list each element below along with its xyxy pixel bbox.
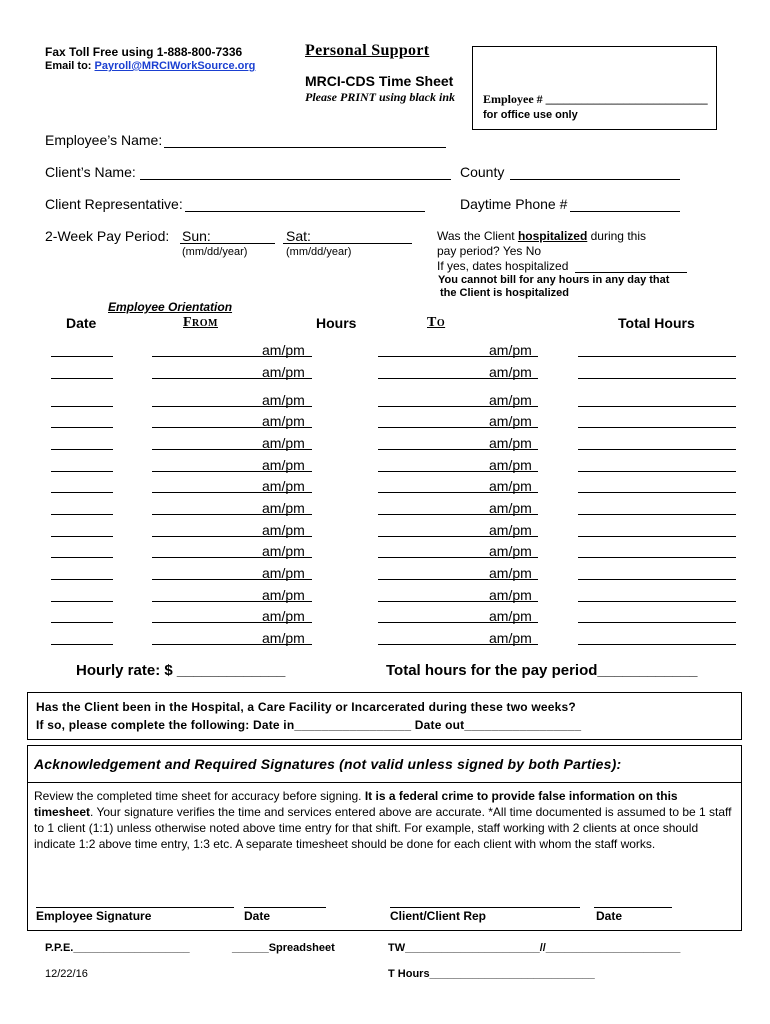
- date-field[interactable]: [51, 622, 113, 623]
- ack-divider: [28, 782, 741, 783]
- from-ampm: am/pm: [262, 342, 305, 358]
- county-field[interactable]: [510, 179, 680, 180]
- client-rep-field[interactable]: [185, 211, 425, 212]
- from-ampm: am/pm: [262, 478, 305, 494]
- client-rep-sign-label: Client/Client Rep: [390, 909, 487, 923]
- ack-heading: Acknowledgement and Required Signatures (not valid unless signed by both Parties):: [34, 756, 622, 772]
- spreadsheet-field[interactable]: ______Spreadsheet: [232, 942, 335, 954]
- pay-period-label: 2-Week Pay Period:: [45, 228, 170, 244]
- employee-orientation-label: Employee Orientation: [108, 300, 233, 314]
- to-ampm: am/pm: [489, 587, 532, 603]
- to-ampm: am/pm: [489, 500, 532, 516]
- from-ampm: am/pm: [262, 500, 305, 516]
- client-date-label: Date: [596, 909, 623, 923]
- to-ampm: am/pm: [489, 565, 532, 581]
- total-hours-field[interactable]: [578, 536, 736, 537]
- col-to: To: [427, 315, 446, 330]
- sun-label: Sun:: [182, 228, 211, 244]
- from-ampm: am/pm: [262, 522, 305, 538]
- to-ampm: am/pm: [489, 522, 532, 538]
- from-ampm: am/pm: [262, 608, 305, 624]
- total-hours-field[interactable]: [578, 427, 736, 428]
- hospital-dates[interactable]: If so, please complete the following: Date in_________________ Date out_________________: [36, 718, 582, 732]
- client-signature-line[interactable]: [390, 907, 580, 908]
- to-ampm: am/pm: [489, 342, 532, 358]
- email-label: Email to:: [45, 60, 92, 72]
- from-ampm: am/pm: [262, 392, 305, 408]
- from-ampm: am/pm: [262, 457, 305, 473]
- total-hours-field[interactable]: [578, 601, 736, 602]
- total-hours-field[interactable]: [578, 406, 736, 407]
- hourly-rate[interactable]: Hourly rate: $ _____________: [76, 662, 286, 679]
- to-ampm: am/pm: [489, 457, 532, 473]
- total-hours-field[interactable]: [578, 622, 736, 623]
- to-ampm: am/pm: [489, 608, 532, 624]
- employee-name-field[interactable]: [164, 147, 446, 148]
- employee-signature-line[interactable]: [36, 907, 234, 908]
- hospital-question: Has the Client been in the Hospital, a Care Facility or Incarcerated during these two weeks?: [36, 700, 576, 714]
- total-hours-field[interactable]: [578, 514, 736, 515]
- hosp-q-part2: during this: [590, 229, 646, 243]
- total-hours-field[interactable]: [578, 356, 736, 357]
- hosp-yes-no[interactable]: pay period? Yes No: [437, 244, 542, 258]
- total-hours-field[interactable]: [578, 471, 736, 472]
- to-ampm: am/pm: [489, 364, 532, 380]
- client-date-line[interactable]: [594, 907, 672, 908]
- daytime-phone-label: Daytime Phone #: [460, 196, 568, 212]
- hospital-box: [27, 692, 742, 740]
- ack-p1-a: Review the completed time sheet for accuracy before signing.: [34, 789, 362, 803]
- total-hours-pay-period[interactable]: Total hours for the pay period____________: [386, 662, 698, 679]
- date-field[interactable]: [51, 356, 113, 357]
- date-field[interactable]: [51, 449, 113, 450]
- date-field[interactable]: [51, 579, 113, 580]
- form-title: Personal Support: [305, 42, 430, 59]
- email-line: [45, 60, 255, 72]
- total-hours-field[interactable]: [578, 449, 736, 450]
- sat-label: Sat:: [286, 228, 311, 244]
- date-field[interactable]: [51, 406, 113, 407]
- tw-field[interactable]: TW______________________//______________________: [388, 942, 681, 954]
- date-field[interactable]: [51, 471, 113, 472]
- to-ampm: am/pm: [489, 478, 532, 494]
- from-ampm: am/pm: [262, 630, 305, 646]
- ack-p1-c: . Your signature verifies the time and services entered above are accurate. *All time documented is assumed to be 1 staff to 1 client (1:1) unless otherwise noted above time entry for that shift. For example, staff working with 2 clients at once should indicate 1:2 above time entry, 1:3 etc. A separate timesheet should be done for each client with whom the staff works.: [34, 805, 732, 851]
- t-hours-field[interactable]: T Hours___________________________: [388, 968, 595, 980]
- col-total-hours: Total Hours: [618, 315, 695, 331]
- ack-paragraph: [34, 788, 734, 852]
- sat-date-field[interactable]: [283, 243, 412, 244]
- fax-line: Fax Toll Free using 1-888-800-7336: [45, 45, 243, 59]
- date-field[interactable]: [51, 492, 113, 493]
- date-field[interactable]: [51, 514, 113, 515]
- daytime-phone-field[interactable]: [570, 211, 680, 212]
- to-ampm: am/pm: [489, 413, 532, 429]
- hosp-q-keyword: hospitalized: [517, 229, 588, 243]
- date-field[interactable]: [51, 601, 113, 602]
- form-subtitle: MRCI-CDS Time Sheet: [305, 73, 454, 89]
- from-ampm: am/pm: [262, 435, 305, 451]
- total-hours-field[interactable]: [578, 557, 736, 558]
- hospitalized-question: [437, 229, 646, 243]
- to-ampm: am/pm: [489, 392, 532, 408]
- hosp-warning-2: the Client is hospitalized: [440, 287, 569, 299]
- total-hours-field[interactable]: [578, 644, 736, 645]
- ack-p1-b: It is a federal crime to provide false information on this timesheet: [34, 789, 678, 819]
- from-ampm: am/pm: [262, 413, 305, 429]
- acknowledgement-box: [27, 745, 742, 931]
- client-rep-label: Client Representative:: [45, 196, 183, 212]
- to-ampm: am/pm: [489, 435, 532, 451]
- county-label: County: [460, 164, 505, 180]
- client-name-label: Client’s Name:: [45, 164, 136, 180]
- hosp-dates-label: If yes, dates hospitalized: [437, 259, 569, 273]
- date-field[interactable]: [51, 557, 113, 558]
- employee-name-label: Employee’s Name:: [45, 132, 163, 148]
- from-ampm: am/pm: [262, 364, 305, 380]
- date-field[interactable]: [51, 536, 113, 537]
- version-date: 12/22/16: [45, 968, 88, 980]
- total-hours-field[interactable]: [578, 378, 736, 379]
- col-hours: Hours: [316, 315, 357, 331]
- sat-date-format: (mm/dd/year): [286, 246, 352, 258]
- date-field[interactable]: [51, 644, 113, 645]
- hosp-q-part1: Was the Client: [437, 229, 515, 243]
- client-name-field[interactable]: [140, 179, 451, 180]
- col-from: From: [183, 315, 218, 330]
- employee-signature-label: Employee Signature: [36, 909, 152, 923]
- to-ampm: am/pm: [489, 630, 532, 646]
- office-use-box: [472, 46, 717, 130]
- sun-date-field[interactable]: [180, 243, 275, 244]
- employee-date-label: Date: [244, 909, 271, 923]
- ppe-field[interactable]: P.P.E.___________________: [45, 942, 190, 954]
- employee-number-label[interactable]: Employee # ___________________________: [483, 92, 708, 106]
- from-ampm: am/pm: [262, 543, 305, 559]
- email-link[interactable]: Payroll@MRCIWorkSource.org: [94, 60, 256, 72]
- total-hours-field[interactable]: [578, 579, 736, 580]
- from-ampm: am/pm: [262, 565, 305, 581]
- print-note: Please PRINT using black ink: [305, 90, 456, 104]
- employee-date-line[interactable]: [244, 907, 326, 908]
- date-field[interactable]: [51, 378, 113, 379]
- office-use-note: for office use only: [483, 109, 578, 121]
- col-date: Date: [66, 315, 97, 331]
- total-hours-field[interactable]: [578, 492, 736, 493]
- sun-date-format: (mm/dd/year): [182, 246, 248, 258]
- to-ampm: am/pm: [489, 543, 532, 559]
- hosp-dates-field[interactable]: [575, 272, 687, 273]
- hosp-warning-1: You cannot bill for any hours in any day that: [438, 274, 670, 286]
- from-ampm: am/pm: [262, 587, 305, 603]
- date-field[interactable]: [51, 427, 113, 428]
